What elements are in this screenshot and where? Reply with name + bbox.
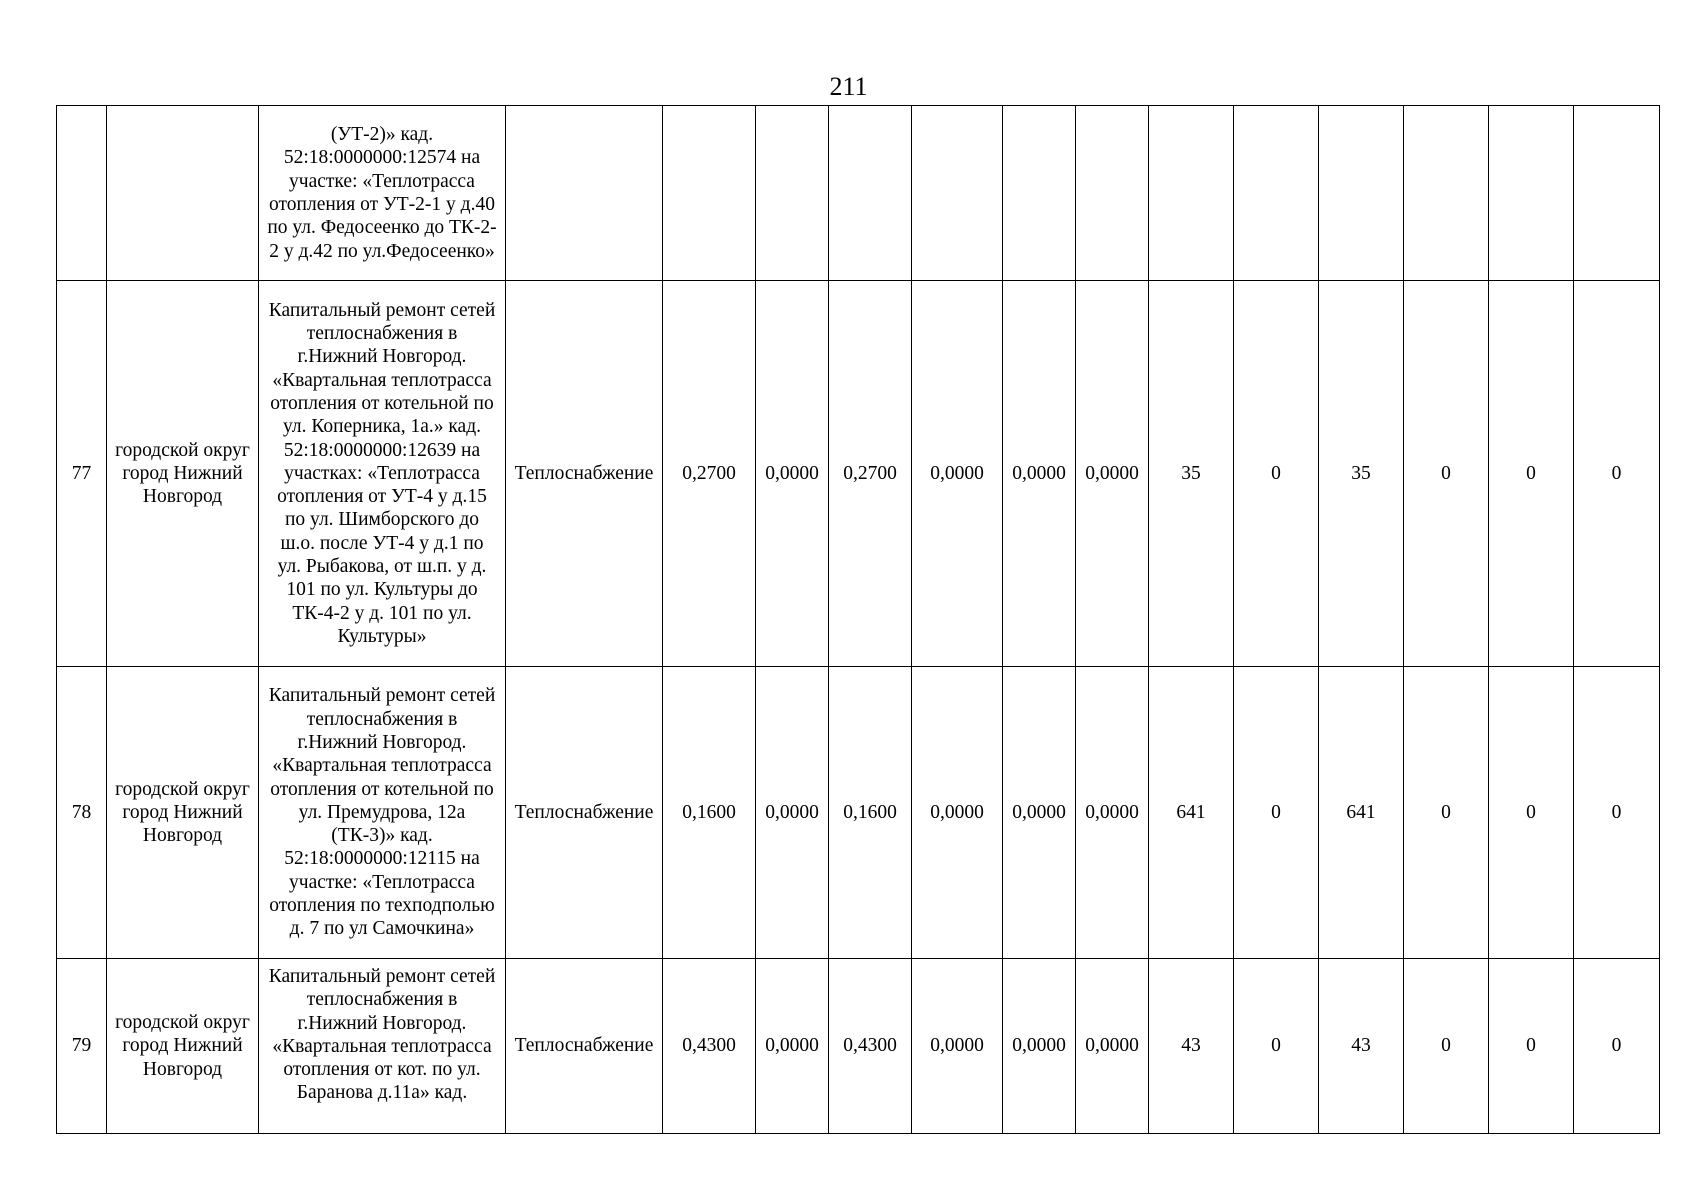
value-cell-2: 0,0000 xyxy=(756,667,829,959)
service-type: Теплоснабжение xyxy=(506,281,663,667)
table-row xyxy=(57,281,1660,667)
project-description: Капитальный ремонт сетей теплоснабжения в г.Нижний Новгород. «Квартальная теплотрасса отопления от котельной по ул. Коперника, 1а.» кад. 52:18:0000000:12639 на участках: «Теплотрасса отопления от УТ-4 у д.15 по ул. Шимборского до ш.о. после УТ-4 у д.1 по ул. Рыбакова, от ш.п. у д. 101 по ул. Культуры до ТК-4-2 у д. 101 по ул. Культуры» xyxy=(259,281,506,667)
value-cell-10 xyxy=(1404,106,1489,281)
service-type xyxy=(506,106,663,281)
value-cell-4: 0,0000 xyxy=(912,281,1003,667)
value-cell-8: 0 xyxy=(1234,667,1319,959)
value-cell-1: 0,1600 xyxy=(663,667,756,959)
value-cell-1 xyxy=(663,106,756,281)
value-cell-8: 0 xyxy=(1234,959,1319,1134)
table-row xyxy=(57,959,1660,1134)
value-cell-9: 43 xyxy=(1319,959,1404,1134)
row-number xyxy=(57,106,107,281)
value-cell-8: 0 xyxy=(1234,281,1319,667)
value-cell-2: 0,0000 xyxy=(756,281,829,667)
value-cell-10: 0 xyxy=(1404,281,1489,667)
value-cell-5: 0,0000 xyxy=(1003,959,1076,1134)
table-row xyxy=(57,106,1660,281)
value-cell-7: 43 xyxy=(1149,959,1234,1134)
value-cell-3: 0,4300 xyxy=(829,959,912,1134)
value-cell-10: 0 xyxy=(1404,959,1489,1134)
page-number: 211 xyxy=(829,72,868,101)
service-type: Теплоснабжение xyxy=(506,667,663,959)
value-cell-3: 0,1600 xyxy=(829,667,912,959)
value-cell-11: 0 xyxy=(1489,281,1574,667)
value-cell-7 xyxy=(1149,106,1234,281)
value-cell-2: 0,0000 xyxy=(756,959,829,1134)
value-cell-12: 0 xyxy=(1574,667,1660,959)
value-cell-3 xyxy=(829,106,912,281)
value-cell-4: 0,0000 xyxy=(912,959,1003,1134)
value-cell-4 xyxy=(912,106,1003,281)
investment-program-table xyxy=(56,105,1660,1134)
service-type: Теплоснабжение xyxy=(506,959,663,1134)
territory-cell: городской округ город Нижний Новгород xyxy=(107,281,259,667)
value-cell-9: 641 xyxy=(1319,667,1404,959)
value-cell-8 xyxy=(1234,106,1319,281)
row-number: 79 xyxy=(57,959,107,1134)
value-cell-11: 0 xyxy=(1489,959,1574,1134)
value-cell-3: 0,2700 xyxy=(829,281,912,667)
project-description: Капитальный ремонт сетей теплоснабжения в г.Нижний Новгород. «Квартальная теплотрасса отопления от кот. по ул. Баранова д.11а» кад. xyxy=(259,959,506,1134)
project-description: Капитальный ремонт сетей теплоснабжения в г.Нижний Новгород. «Квартальная теплотрасса отопления от котельной по ул. Премудрова, 12а (ТК-3)» кад. 52:18:0000000:12115 на участке: «Теплотрасса отопления по техподполью д. 7 по ул Самочкина» xyxy=(259,667,506,959)
row-number: 78 xyxy=(57,667,107,959)
value-cell-6: 0,0000 xyxy=(1076,959,1149,1134)
value-cell-5 xyxy=(1003,106,1076,281)
value-cell-2 xyxy=(756,106,829,281)
value-cell-5: 0,0000 xyxy=(1003,667,1076,959)
value-cell-1: 0,2700 xyxy=(663,281,756,667)
row-number: 77 xyxy=(57,281,107,667)
territory-cell: городской округ город Нижний Новгород xyxy=(107,667,259,959)
value-cell-4: 0,0000 xyxy=(912,667,1003,959)
territory-cell xyxy=(107,106,259,281)
value-cell-9 xyxy=(1319,106,1404,281)
value-cell-12: 0 xyxy=(1574,281,1660,667)
table-row xyxy=(57,667,1660,959)
value-cell-5: 0,0000 xyxy=(1003,281,1076,667)
value-cell-6: 0,0000 xyxy=(1076,667,1149,959)
value-cell-7: 641 xyxy=(1149,667,1234,959)
value-cell-9: 35 xyxy=(1319,281,1404,667)
value-cell-6 xyxy=(1076,106,1149,281)
value-cell-12: 0 xyxy=(1574,959,1660,1134)
value-cell-12 xyxy=(1574,106,1660,281)
value-cell-7: 35 xyxy=(1149,281,1234,667)
value-cell-11 xyxy=(1489,106,1574,281)
value-cell-10: 0 xyxy=(1404,667,1489,959)
project-description: (УТ-2)» кад. 52:18:0000000:12574 на участке: «Теплотрасса отопления от УТ-2-1 у д.40 по ул. Федосеенко до ТК-2-2 у д.42 по ул.Федосеенко» xyxy=(259,106,506,281)
value-cell-11: 0 xyxy=(1489,667,1574,959)
value-cell-6: 0,0000 xyxy=(1076,281,1149,667)
value-cell-1: 0,4300 xyxy=(663,959,756,1134)
territory-cell: городской округ город Нижний Новгород xyxy=(107,959,259,1134)
